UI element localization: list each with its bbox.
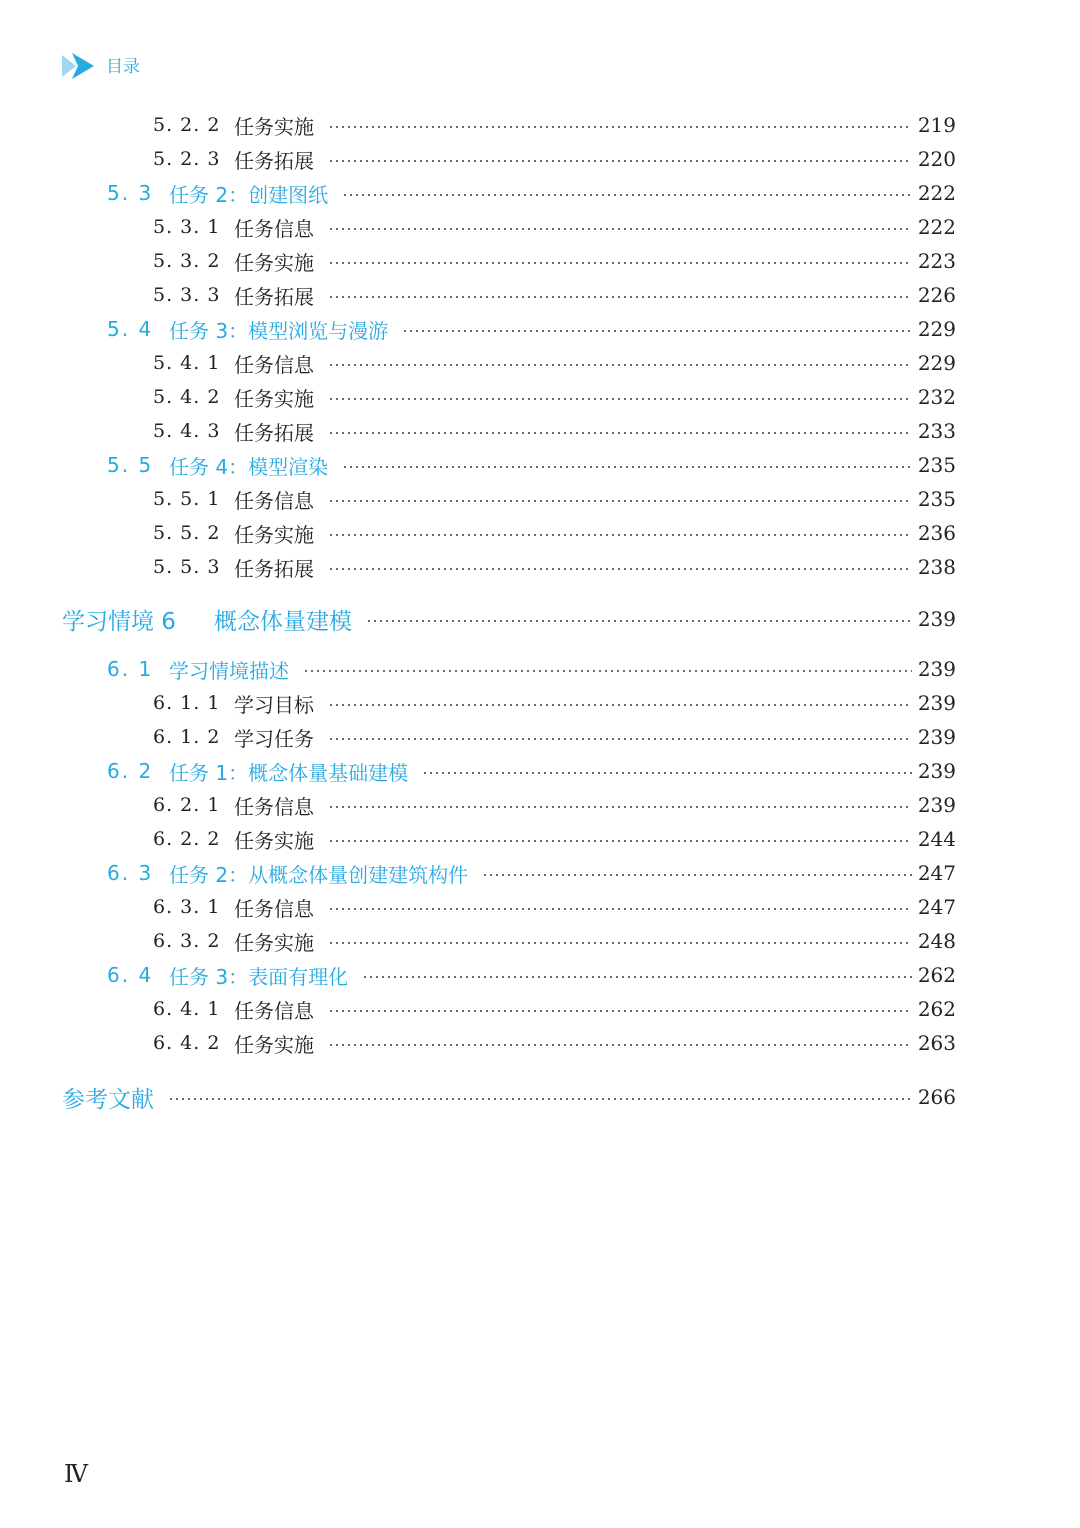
toc-entry-page: 247 bbox=[917, 895, 956, 919]
toc-entry-number: 6. 4. 2 bbox=[153, 1032, 221, 1054]
toc-entry[interactable] bbox=[0, 484, 1080, 514]
toc-entry-title: 任务 3：模型浏览与漫游 bbox=[169, 318, 389, 343]
dot-leader bbox=[328, 398, 912, 400]
toc-entry-number: 6. 4 bbox=[107, 963, 154, 987]
toc-entry-number: 5. 3. 1 bbox=[153, 216, 221, 238]
toc-entry-title: 任务 4：模型渲染 bbox=[169, 454, 329, 479]
dot-leader bbox=[422, 772, 912, 774]
toc-entry[interactable] bbox=[0, 654, 1080, 684]
toc-entry-page: 233 bbox=[917, 419, 956, 443]
toc-entry-number: 6. 1. 1 bbox=[153, 692, 221, 714]
dot-leader bbox=[328, 738, 912, 740]
toc-entry-page: 262 bbox=[917, 997, 956, 1021]
toc-entry-title: 任务信息 bbox=[234, 352, 314, 377]
toc-entry-number: 6. 3 bbox=[107, 861, 154, 885]
dot-leader bbox=[328, 296, 912, 298]
toc-entry[interactable] bbox=[0, 552, 1080, 582]
toc-entry-page: 247 bbox=[917, 861, 956, 885]
toc-entry[interactable] bbox=[0, 926, 1080, 956]
toc-entry-number: 5. 4. 1 bbox=[153, 352, 221, 374]
toc-entry-title: 任务信息 bbox=[234, 216, 314, 241]
dot-leader bbox=[366, 620, 912, 622]
toc-entry-page: 220 bbox=[917, 147, 956, 171]
toc-entry[interactable] bbox=[0, 604, 1080, 634]
toc-entry[interactable] bbox=[0, 518, 1080, 548]
toc-entry-title: 任务 2：创建图纸 bbox=[169, 182, 329, 207]
toc-entry-number: 5. 4. 2 bbox=[153, 386, 221, 408]
dot-leader bbox=[328, 840, 912, 842]
dot-leader bbox=[328, 432, 912, 434]
toc-entry-page: 222 bbox=[917, 215, 956, 239]
toc-entry[interactable] bbox=[0, 144, 1080, 174]
toc-entry-page: 223 bbox=[917, 249, 956, 273]
toc-entry[interactable] bbox=[0, 1082, 1080, 1112]
toc-entry-number: 6. 3. 1 bbox=[153, 896, 221, 918]
toc-entry[interactable] bbox=[0, 246, 1080, 276]
dot-leader bbox=[328, 126, 912, 128]
toc-entry-page: 239 bbox=[917, 691, 956, 715]
toc-entry-page: 239 bbox=[917, 607, 956, 631]
dot-leader bbox=[303, 670, 912, 672]
dot-leader bbox=[328, 500, 912, 502]
toc-entry-number: 6. 1 bbox=[107, 657, 154, 681]
toc-entry-page: 263 bbox=[917, 1031, 956, 1055]
toc-entry-number: 5. 4 bbox=[107, 317, 154, 341]
toc-entry-page: 229 bbox=[917, 317, 956, 341]
toc-entry[interactable] bbox=[0, 688, 1080, 718]
toc-entry-title: 任务信息 bbox=[234, 794, 314, 819]
toc-entry-number: 5. 5. 3 bbox=[153, 556, 221, 578]
page-number: Ⅳ bbox=[64, 1460, 88, 1488]
toc-entry-number: 5. 4. 3 bbox=[153, 420, 221, 442]
dot-leader bbox=[482, 874, 912, 876]
toc-entry-title: 任务实施 bbox=[234, 114, 314, 139]
toc-entry[interactable] bbox=[0, 722, 1080, 752]
toc-entry-number: 6. 4. 1 bbox=[153, 998, 221, 1020]
toc-entry-title: 任务实施 bbox=[234, 386, 314, 411]
toc-entry-page: 222 bbox=[917, 181, 956, 205]
toc-entry-number: 学习情境 6 bbox=[62, 608, 176, 635]
toc-entry[interactable] bbox=[0, 450, 1080, 480]
toc-entry-page: 239 bbox=[917, 725, 956, 749]
toc-entry-page: 239 bbox=[917, 759, 956, 783]
toc-entry[interactable] bbox=[0, 1028, 1080, 1058]
toc-entry-page: 219 bbox=[917, 113, 956, 137]
toc-entry-title: 任务信息 bbox=[234, 488, 314, 513]
toc-entry-number: 6. 2. 1 bbox=[153, 794, 221, 816]
toc-entry-page: 244 bbox=[917, 827, 956, 851]
toc-entry-page: 229 bbox=[917, 351, 956, 375]
dot-leader bbox=[342, 466, 912, 468]
toc-entry-number: 6. 3. 2 bbox=[153, 930, 221, 952]
dot-leader bbox=[328, 1044, 912, 1046]
toc-entry-page: 236 bbox=[917, 521, 956, 545]
dot-leader bbox=[328, 1010, 912, 1012]
toc-entry[interactable] bbox=[0, 416, 1080, 446]
toc-entry-title: 任务实施 bbox=[234, 930, 314, 955]
toc-entry[interactable] bbox=[0, 314, 1080, 344]
dot-leader bbox=[342, 194, 912, 196]
toc-entry-title: 参考文献 bbox=[62, 1086, 154, 1113]
toc-entry-title: 任务实施 bbox=[234, 250, 314, 275]
toc-entry[interactable] bbox=[0, 110, 1080, 140]
toc-entry-number: 5. 2. 3 bbox=[153, 148, 221, 170]
dot-leader bbox=[328, 942, 912, 944]
toc-entry-number: 5. 5. 1 bbox=[153, 488, 221, 510]
toc-entry[interactable] bbox=[0, 790, 1080, 820]
toc-entry-page: 262 bbox=[917, 963, 956, 987]
dot-leader bbox=[402, 330, 912, 332]
toc-entry-title: 任务实施 bbox=[234, 522, 314, 547]
toc-entry-title: 任务 3：表面有理化 bbox=[169, 964, 349, 989]
dot-leader bbox=[328, 534, 912, 536]
toc-entry-title: 任务实施 bbox=[234, 828, 314, 853]
toc-entry-title: 任务信息 bbox=[234, 998, 314, 1023]
toc-entry-title: 任务拓展 bbox=[234, 420, 314, 445]
toc-entry-title: 学习情境描述 bbox=[169, 658, 289, 683]
toc-entry-title: 任务信息 bbox=[234, 896, 314, 921]
toc-entry-number: 6. 1. 2 bbox=[153, 726, 221, 748]
toc-entry-title: 任务拓展 bbox=[234, 556, 314, 581]
toc-entry-number: 5. 3. 3 bbox=[153, 284, 221, 306]
toc-entry[interactable] bbox=[0, 178, 1080, 208]
toc-entry-number: 5. 3 bbox=[107, 181, 154, 205]
dot-leader bbox=[328, 364, 912, 366]
toc-entry-number: 6. 2. 2 bbox=[153, 828, 221, 850]
dot-leader bbox=[328, 806, 912, 808]
toc-entry-page: 235 bbox=[917, 453, 956, 477]
toc-entry-number: 5. 5 bbox=[107, 453, 154, 477]
toc-entry-title: 任务拓展 bbox=[234, 284, 314, 309]
double-chevron-icon bbox=[62, 53, 96, 83]
toc-entry-page: 232 bbox=[917, 385, 956, 409]
toc-entry[interactable] bbox=[0, 212, 1080, 242]
toc-entry-page: 239 bbox=[917, 657, 956, 681]
toc-entry-number: 5. 3. 2 bbox=[153, 250, 221, 272]
toc-entry-page: 238 bbox=[917, 555, 956, 579]
toc-entry[interactable] bbox=[0, 382, 1080, 412]
toc-entry-title: 概念体量建模 bbox=[214, 608, 352, 635]
dot-leader bbox=[328, 568, 912, 570]
toc-entry-title: 任务 1：概念体量基础建模 bbox=[169, 760, 409, 785]
toc-entry-page: 248 bbox=[917, 929, 956, 953]
toc-entry-title: 任务拓展 bbox=[234, 148, 314, 173]
dot-leader bbox=[328, 228, 912, 230]
toc-entry-title: 任务实施 bbox=[234, 1032, 314, 1057]
toc-entry-title: 学习目标 bbox=[234, 692, 314, 717]
toc-entry[interactable] bbox=[0, 348, 1080, 378]
dot-leader bbox=[328, 704, 912, 706]
toc-entry[interactable] bbox=[0, 960, 1080, 990]
toc-entry-number: 6. 2 bbox=[107, 759, 154, 783]
toc-entry-title: 学习任务 bbox=[234, 726, 314, 751]
header-title: 目录 bbox=[106, 57, 140, 77]
dot-leader bbox=[328, 908, 912, 910]
toc-entry-page: 226 bbox=[917, 283, 956, 307]
toc-entry[interactable] bbox=[0, 994, 1080, 1024]
toc-entry[interactable] bbox=[0, 756, 1080, 786]
toc-entry[interactable] bbox=[0, 858, 1080, 888]
toc-entry[interactable] bbox=[0, 280, 1080, 310]
dot-leader bbox=[328, 160, 912, 162]
toc-entry-page: 266 bbox=[917, 1085, 956, 1109]
toc-entry-number: 5. 5. 2 bbox=[153, 522, 221, 544]
toc-entry-page: 235 bbox=[917, 487, 956, 511]
toc-entry[interactable] bbox=[0, 824, 1080, 854]
toc-entry-number: 5. 2. 2 bbox=[153, 114, 221, 136]
toc-entry[interactable] bbox=[0, 892, 1080, 922]
dot-leader bbox=[168, 1098, 912, 1100]
toc-entry-title: 任务 2：从概念体量创建建筑构件 bbox=[169, 862, 469, 887]
dot-leader bbox=[328, 262, 912, 264]
dot-leader bbox=[362, 976, 912, 978]
toc-entry-page: 239 bbox=[917, 793, 956, 817]
